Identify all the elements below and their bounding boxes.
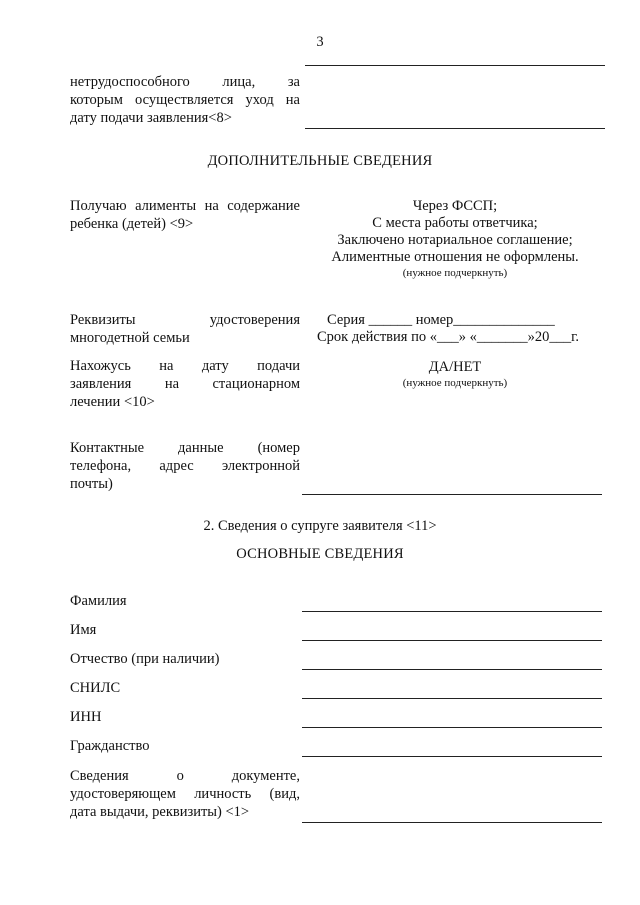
alimony-label-line2: ребенка (детей) <9> <box>70 216 194 232</box>
caregiver-label-line3: дату подачи заявления<8> <box>70 110 232 126</box>
patronymic-field[interactable] <box>302 669 602 670</box>
basic-info-heading: ОСНОВНЫЕ СВЕДЕНИЯ <box>236 546 404 562</box>
alimony-option-fssp[interactable]: Через ФССП; <box>412 198 498 214</box>
id-document-label-line3: дата выдачи, реквизиты) <1> <box>70 804 250 820</box>
alimony-option-notary[interactable]: Заключено нотариальное соглашение; <box>337 232 573 248</box>
additional-info-heading: ДОПОЛНИТЕЛЬНЫЕ СВЕДЕНИЯ <box>207 153 433 169</box>
patronymic-label: Отчество (при наличии) <box>70 651 220 667</box>
citizenship-field[interactable] <box>302 756 602 757</box>
caregiver-label-line2: которым осуществляется уход на <box>70 92 300 108</box>
alimony-option-employer[interactable]: С места работы ответчика; <box>372 215 538 231</box>
inpatient-label-line1: Нахожусь на дату подачи <box>70 358 300 374</box>
contacts-label-line1: Контактные данные (номер <box>70 440 300 456</box>
name-field[interactable] <box>302 640 602 641</box>
surname-label: Фамилия <box>70 593 127 609</box>
caregiver-field-line[interactable] <box>305 128 605 129</box>
name-label: Имя <box>70 622 97 638</box>
id-document-field[interactable] <box>302 822 602 823</box>
large-family-label-line2: многодетной семьи <box>70 330 190 346</box>
fill-line <box>305 65 605 66</box>
citizenship-label: Гражданство <box>70 738 150 754</box>
inpatient-note: (нужное подчеркнуть) <box>402 377 508 389</box>
inn-label: ИНН <box>70 709 102 725</box>
contacts-label-line2: телефона, адрес электронной <box>70 458 300 474</box>
alimony-option-none[interactable]: Алиментные отношения не оформлены. <box>331 249 579 265</box>
alimony-note: (нужное подчеркнуть) <box>402 267 508 279</box>
spouse-section-heading: 2. Сведения о супруге заявителя <11> <box>203 518 437 534</box>
large-family-label-line1: Реквизиты удостоверения <box>70 312 300 328</box>
inpatient-label-line2: заявления на стационарном <box>70 376 300 392</box>
large-family-validity[interactable]: Срок действия по «___» «_______»20___г. <box>317 329 580 345</box>
large-family-series-number[interactable]: Серия ______ номер______________ <box>327 312 555 328</box>
surname-field[interactable] <box>302 611 602 612</box>
snils-label: СНИЛС <box>70 680 121 696</box>
caregiver-label-line1: нетрудоспособного лица, за <box>70 74 300 90</box>
inpatient-label-line3: лечении <10> <box>70 394 155 410</box>
id-document-label-line1: Сведения о документе, <box>70 768 300 784</box>
inn-field[interactable] <box>302 727 602 728</box>
page-number: 3 <box>316 34 324 50</box>
id-document-label-line2: удостоверяющем личность (вид, <box>70 786 300 802</box>
snils-field[interactable] <box>302 698 602 699</box>
inpatient-yes-no[interactable]: ДА/НЕТ <box>428 359 482 375</box>
contacts-field-line[interactable] <box>302 494 602 495</box>
alimony-label-line1: Получаю алименты на содержание <box>70 198 300 214</box>
contacts-label-line3: почты) <box>70 476 113 492</box>
